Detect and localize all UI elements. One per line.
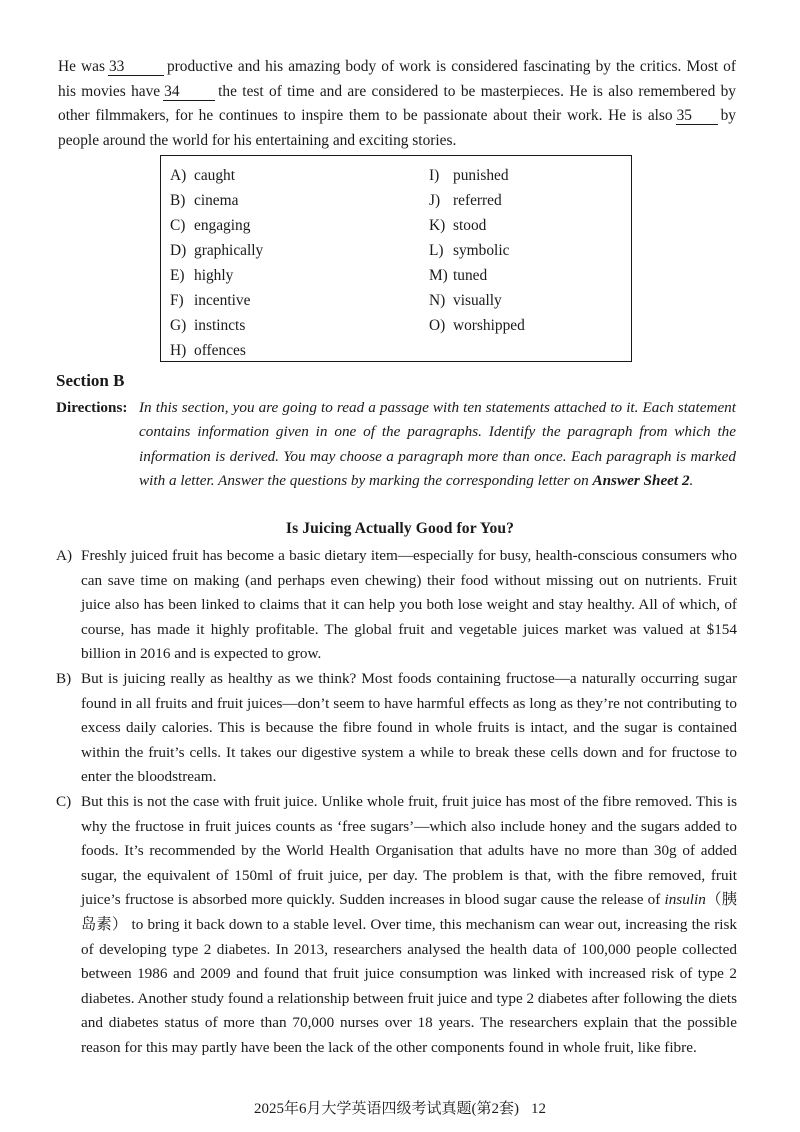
word-option: M) tuned [429, 267, 488, 284]
passage-body [56, 544, 737, 1060]
paragraph-text: to bring it back down to a stable level. Over time, this mechanism can wear out, increasing the risk of developing type 2 diabetes. In 2013, researchers analysed the health data of 100,000 people collected between 1986 and 2009 and found that fruit juice consumption was linked with increased risk of type 2 diabetes. Another study found a relationship between fruit juice and type 2 diabetes after following the diets and diabetes status of more than 70,000 nurses over 18 years. The researchers explain that the possible reason for this may partly have been the lack of the other components found in whole fruit, like fibre. [81, 915, 737, 1056]
directions-text: In this section, you are going to read a passage with ten statements attached to it. Each statement contains information given in one of the paragraphs. Identify the paragraph from which the information is derived. You may choose a paragraph more than once. Each paragraph is marked with a letter. Answer the questions by marking the corresponding letter on Answer Sheet 2. [139, 399, 736, 490]
page-footer [0, 1097, 800, 1118]
intro-seg4: by people around the world for his entertaining and exciting stories. [58, 107, 736, 149]
word-option: F) incentive [170, 292, 251, 309]
word-option: H) offences [170, 342, 246, 359]
paragraph-letter: C) [56, 792, 72, 810]
word-option: J) referred [429, 192, 502, 209]
blank-35: 35 [676, 107, 718, 125]
intro-seg3: the test of time and are considered to be masterpieces. He is also remembered by other filmmakers, for he continues to inspire them to be passionate about their work. He is also [58, 82, 736, 125]
word-option: E) highly [170, 267, 234, 284]
paragraph-text: Freshly juiced fruit has become a basic dietary item—especially for busy, health-conscious consumers who can save time on making (and perhaps even chewing) their food without missing out on nutrients. Fruit juice also has been linked to claims that it can help you both lose weight and stay healthy. All of which, of course, has made it highly profitable. The global fruit and vegetable juices market was valued at $154 billion in 2016 and is expected to grow. [81, 547, 737, 663]
word-option: I) punished [429, 167, 509, 184]
section-title: Section B [56, 371, 125, 390]
intro-seg2: productive and his amazing body of work is considered fascinating by the critics. Most of his movies have [58, 58, 736, 100]
word-bank [160, 155, 632, 362]
insulin-term: insulin [664, 891, 706, 909]
paragraph-text: But this is not the case with fruit juice. Unlike whole fruit, fruit juice has most of the fibre removed. This is why the fructose in fruit juices counts as ‘free sugars’—which also include honey and the sugars added to foods. It’s recommended by the World Health Organisation that adults have no more than 30g of added sugar, the equivalent of 150ml of fruit juice, per day. The problem is that, with the fibre removed, fruit juice’s fructose is absorbed more quickly. Sudden increases in blood sugar cause the release of [81, 792, 737, 909]
paragraph-a [56, 544, 737, 667]
word-option: D) graphically [170, 242, 264, 259]
insulin-gloss: （胰岛素） [81, 891, 737, 933]
word-option: N) visually [429, 292, 502, 309]
paragraph-c [56, 790, 737, 1061]
passage-title: Is Juicing Actually Good for You? [285, 520, 515, 537]
paragraph-b [56, 667, 737, 790]
blank-33: 33 [108, 58, 164, 76]
word-option: G) instincts [170, 317, 246, 334]
blank-34: 34 [163, 83, 215, 101]
word-option: C) engaging [170, 217, 251, 234]
word-option: A) caught [170, 167, 236, 184]
answer-sheet-ref: Answer Sheet 2 [592, 472, 690, 490]
paragraph-text: But is juicing really as healthy as we think? Most foods containing fructose—a naturally occurring sugar found in all fruits and fruit juices—don’t seem to have harmful effects as long as they’re not contributing to excess daily calories. This is because the fibre found in whole fruits is intact, and the sugar is contained within the fruit’s cells. It takes our digestive system a while to break these cells down and for fructose to enter the bloodstream. [81, 669, 737, 786]
directions [56, 396, 736, 494]
footer-title: 2025年6月大学英语四级考试真题(第2套) [254, 1101, 519, 1117]
paragraph-letter: B) [56, 669, 72, 687]
intro-seg1: He was [58, 58, 105, 75]
word-bank-left-column [170, 163, 263, 363]
word-option: O) worshipped [429, 317, 525, 334]
directions-label: Directions: [56, 399, 128, 416]
page-number: 12 [531, 1101, 546, 1117]
word-option: B) cinema [170, 192, 239, 209]
word-option: L) symbolic [429, 242, 510, 259]
intro-paragraph [58, 55, 736, 153]
word-option: K) stood [429, 217, 487, 234]
paragraph-letter: A) [56, 547, 73, 564]
word-bank-right-column [429, 163, 525, 338]
